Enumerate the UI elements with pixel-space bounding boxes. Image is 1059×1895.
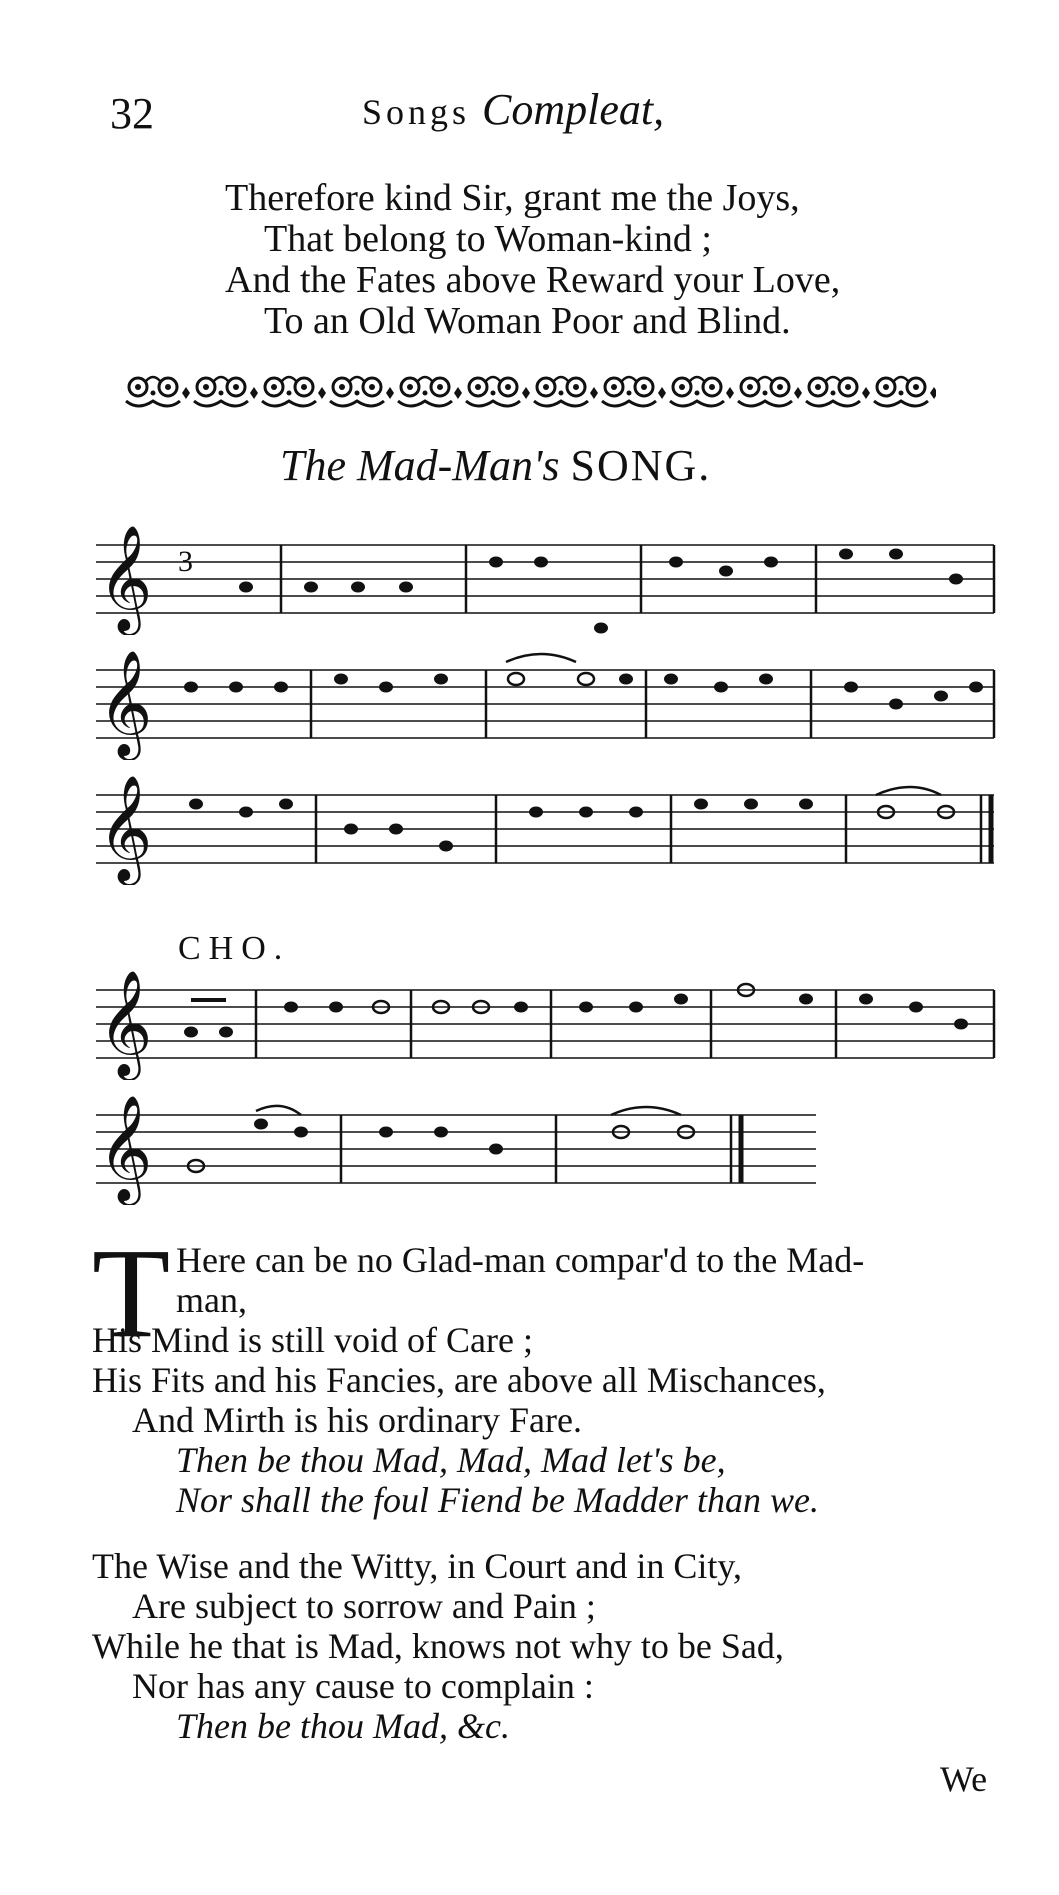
lyric-line: His Mind is still void of Care ;: [92, 1320, 533, 1360]
running-head-smallcaps: Songs: [362, 92, 471, 132]
treble-clef-icon: 𝄞: [98, 1095, 153, 1201]
refrain-line: Then be thou Mad, Mad, Mad let's be,: [176, 1440, 726, 1480]
verse-line-4: To an Old Woman Poor and Blind.: [264, 300, 791, 342]
music-staff-1: [96, 525, 996, 635]
verse-line-3: And the Fates above Reward your Love,: [225, 259, 841, 301]
verse-line-2: That belong to Woman-kind ;: [264, 218, 712, 260]
treble-clef-icon: 𝄞: [98, 525, 153, 631]
lyric-line: Are subject to sorrow and Pain ;: [132, 1586, 596, 1626]
music-staff-5: [96, 1095, 996, 1205]
refrain-line: Then be thou Mad, &c.: [176, 1706, 510, 1746]
treble-clef-icon: 𝄞: [98, 970, 153, 1076]
refrain-line: Nor shall the foul Fiend be Madder than we.: [176, 1480, 819, 1520]
treble-clef-icon: 𝄞: [98, 650, 153, 756]
music-staff-3: [96, 775, 996, 885]
page-number: 32: [110, 89, 154, 138]
lyric-line: Here can be no Glad-man compar'd to the Mad-: [176, 1240, 865, 1280]
lyric-line: His Fits and his Fancies, are above all Mischances,: [92, 1360, 826, 1400]
song-title: [280, 440, 711, 491]
lyric-line: man,: [176, 1280, 247, 1320]
song-title-caps: SONG.: [570, 441, 712, 490]
treble-clef-icon: 𝄞: [98, 775, 153, 881]
chorus-label: CHO.: [178, 930, 291, 967]
lyric-line: While he that is Mad, knows not why to be Sad,: [92, 1626, 784, 1666]
song-title-italic: The Mad-Man's: [280, 441, 560, 490]
music-staff-2: [96, 650, 996, 760]
running-head: [362, 84, 664, 135]
lyric-line: Nor has any cause to complain :: [132, 1666, 594, 1706]
ornament-band: [124, 371, 936, 415]
music-staff-4: [96, 970, 996, 1080]
verse-line-1: Therefore kind Sir, grant me the Joys,: [225, 177, 800, 219]
running-head-italic: Compleat,: [482, 85, 665, 134]
drop-cap: T: [92, 1222, 171, 1364]
lyric-line: The Wise and the Witty, in Court and in City,: [92, 1546, 743, 1586]
catchword: We: [940, 1759, 988, 1799]
time-signature: 3: [178, 545, 193, 578]
lyric-line: And Mirth is his ordinary Fare.: [132, 1400, 582, 1440]
